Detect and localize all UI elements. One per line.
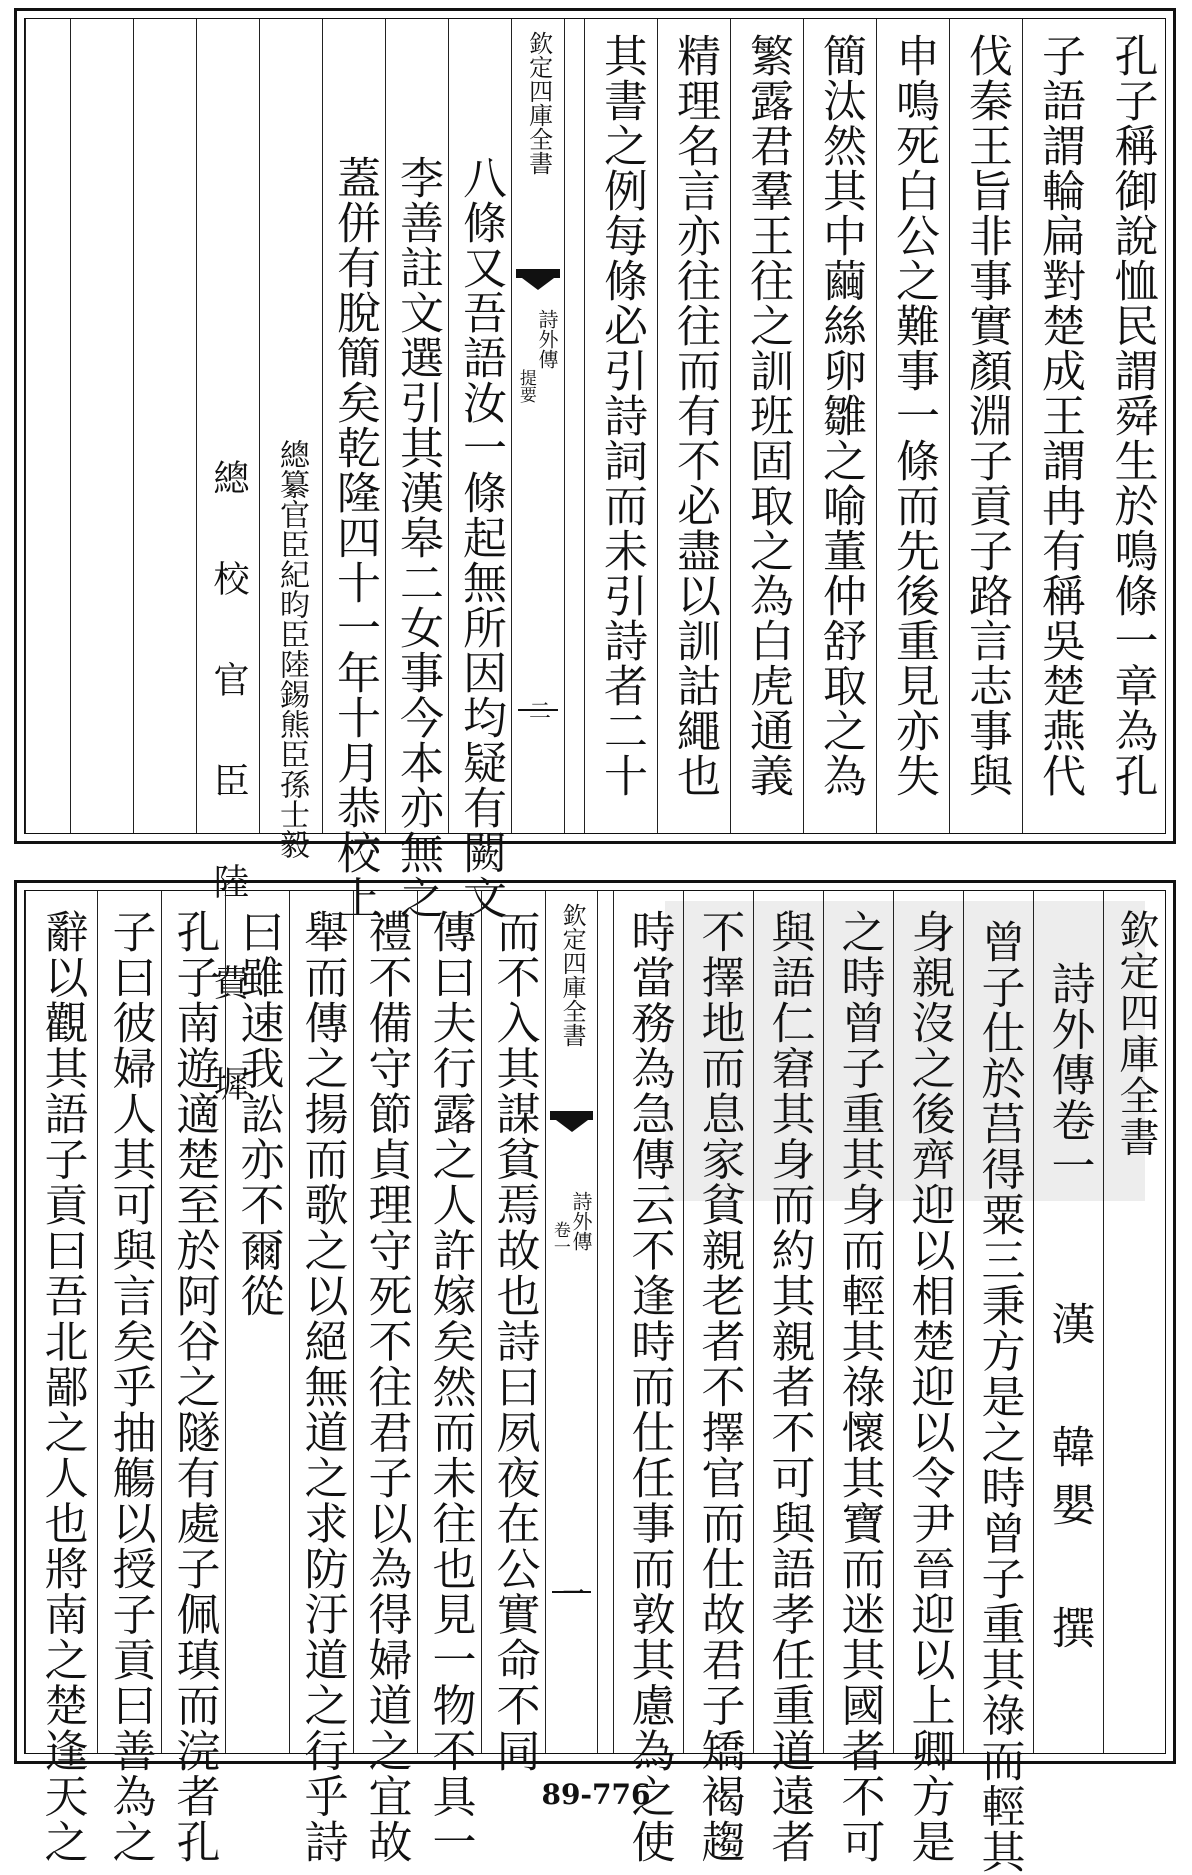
top-column-2 — [1022, 19, 1095, 833]
banner-section: 提要 — [515, 369, 536, 403]
text-column: 簡汰然其中繭絲卵雛之喻董仲舒取之為 — [815, 33, 866, 798]
text-column: 不擇地而息家貧親老者不擇官而仕故君子矯褐趨 — [693, 909, 745, 1865]
top-column-1 — [1095, 19, 1168, 833]
text-column: 之時曾子重其身而輕其祿懷其寶而迷其國者不可 — [833, 909, 885, 1865]
top-column-6 — [730, 19, 803, 833]
bottom-column-l4 — [289, 891, 353, 1865]
fishtail-ornament — [516, 269, 560, 289]
bottom-column-r5 — [683, 891, 753, 1865]
fishtail-ornament — [550, 1111, 593, 1131]
text-column: 其書之例每條必引詩詞而未引詩者二十 — [596, 33, 647, 798]
bottom-header-column — [1103, 891, 1168, 1753]
banner-book-title: 詩外傳 — [535, 309, 559, 369]
banner-title: 欽定四庫全書 — [524, 31, 553, 175]
text-column: 舉而傳之揚而歌之以絕無道之求防汙道之行乎詩 — [296, 909, 348, 1865]
top-column-4 — [876, 19, 949, 833]
text-column: 蓋併有脫簡矣乾隆四十一年十月恭校上 — [329, 155, 380, 920]
text-column: 精理名言亦往往而有不必盡以訓詁繩也 — [669, 33, 720, 798]
bottom-column-r6 — [613, 891, 683, 1865]
top-column-empty-2 — [70, 19, 133, 833]
bottom-column-r4 — [753, 891, 823, 1865]
text-column: 伐秦王旨非事實顏淵子貢子路言志事與 — [961, 33, 1012, 798]
text-column: 辭以觀其語子貢曰吾北鄙之人也將南之楚逢天之 — [36, 909, 88, 1865]
bottom-column-r3 — [823, 891, 893, 1865]
text-column: 禮不備守節貞理守死不往君子以為得婦道之宜故 — [360, 909, 412, 1865]
bottom-column-l5 — [225, 891, 289, 1753]
text-column: 傳曰夫行露之人許嫁矣然而未往也見一物不具一 — [424, 909, 476, 1865]
top-column-empty-3 — [25, 19, 70, 833]
text-column: 孔子南遊適楚至於阿谷之隧有處子佩瑱而浣者孔 — [168, 909, 220, 1865]
banner-title: 欽定四庫全書 — [558, 903, 587, 1047]
top-column-officials-1 — [259, 19, 322, 859]
bottom-column-l6 — [161, 891, 225, 1865]
bottom-column-l7 — [97, 891, 161, 1865]
banner-section: 卷一 — [549, 1221, 570, 1255]
text-column: 曰雖速我訟亦不爾從 — [232, 909, 284, 1319]
bottom-column-r1 — [963, 891, 1033, 1875]
bottom-column-l3 — [353, 891, 417, 1865]
top-center-banner — [511, 19, 564, 833]
top-fold-gap — [564, 19, 584, 833]
text-column: 時當務為急傳云不逢時而仕任事而敦其慮為之使 — [623, 909, 675, 1865]
text-column: 申鳴死白公之難事一條而先後重見亦失 — [888, 33, 939, 798]
text-column: 而不入其謀貧焉故也詩曰夙夜在公實命不同 — [488, 909, 540, 1774]
top-column-empty-1 — [133, 19, 196, 833]
text-column: 身親沒之後齊迎以相楚迎以令尹晉迎以上卿方是 — [903, 909, 955, 1865]
text-column: 子語謂輪扁對楚成王謂冉有稱吳楚燕代 — [1034, 33, 1085, 798]
officials-line-1: 總纂官臣紀昀臣陸錫熊臣孫士毅 — [274, 439, 309, 859]
officials-line-2: 總 校 官 臣 陸 費 墀 — [208, 459, 249, 1113]
bottom-column-r2 — [893, 891, 963, 1865]
book-header: 欽定四庫全書 — [1113, 909, 1159, 1158]
banner-page-number: 二 — [525, 699, 551, 721]
top-column-9 — [448, 19, 511, 920]
top-column-3 — [949, 19, 1022, 833]
text-column: 曾子仕於莒得粟三秉方是之時曾子重其祿而輕其 — [973, 919, 1025, 1875]
top-column-8 — [584, 19, 657, 833]
text-column: 與語仁窘其身而約其親者不可與語孝任重道遠者 — [763, 909, 815, 1865]
author-line: 漢 韓嬰 撰 — [1043, 1301, 1095, 1663]
top-column-10 — [385, 19, 448, 920]
bottom-title-column — [1033, 891, 1103, 1753]
bottom-column-l1 — [481, 891, 545, 1774]
page-footer-number: 89-776 — [541, 1778, 651, 1811]
top-column-officials-2 — [196, 19, 259, 1113]
bottom-column-l8 — [25, 891, 97, 1865]
volume-title: 詩外傳卷一 — [1043, 961, 1095, 1189]
top-column-7 — [657, 19, 730, 833]
text-column: 八條又吾語汝一條起無所因均疑有闕文 — [455, 155, 506, 920]
text-column: 孔子稱御說恤民謂舜生於鳴條一章為孔 — [1106, 33, 1158, 798]
text-column: 繁露君羣王往之訓班固取之為白虎通義 — [742, 33, 793, 798]
bottom-fold-gap — [597, 891, 613, 1753]
banner-book-title: 詩外傳 — [569, 1191, 593, 1251]
banner-page-number: 一 — [559, 1581, 584, 1603]
top-column-5 — [803, 19, 876, 833]
top-column-11 — [322, 19, 385, 920]
bottom-column-l2 — [417, 891, 481, 1865]
text-column: 李善註文選引其漢皋二女事今本亦無之 — [392, 155, 443, 920]
text-column: 子曰彼婦人其可與言矣乎抽觴以授子貢曰善為之 — [104, 909, 156, 1865]
bottom-center-banner — [545, 891, 597, 1753]
